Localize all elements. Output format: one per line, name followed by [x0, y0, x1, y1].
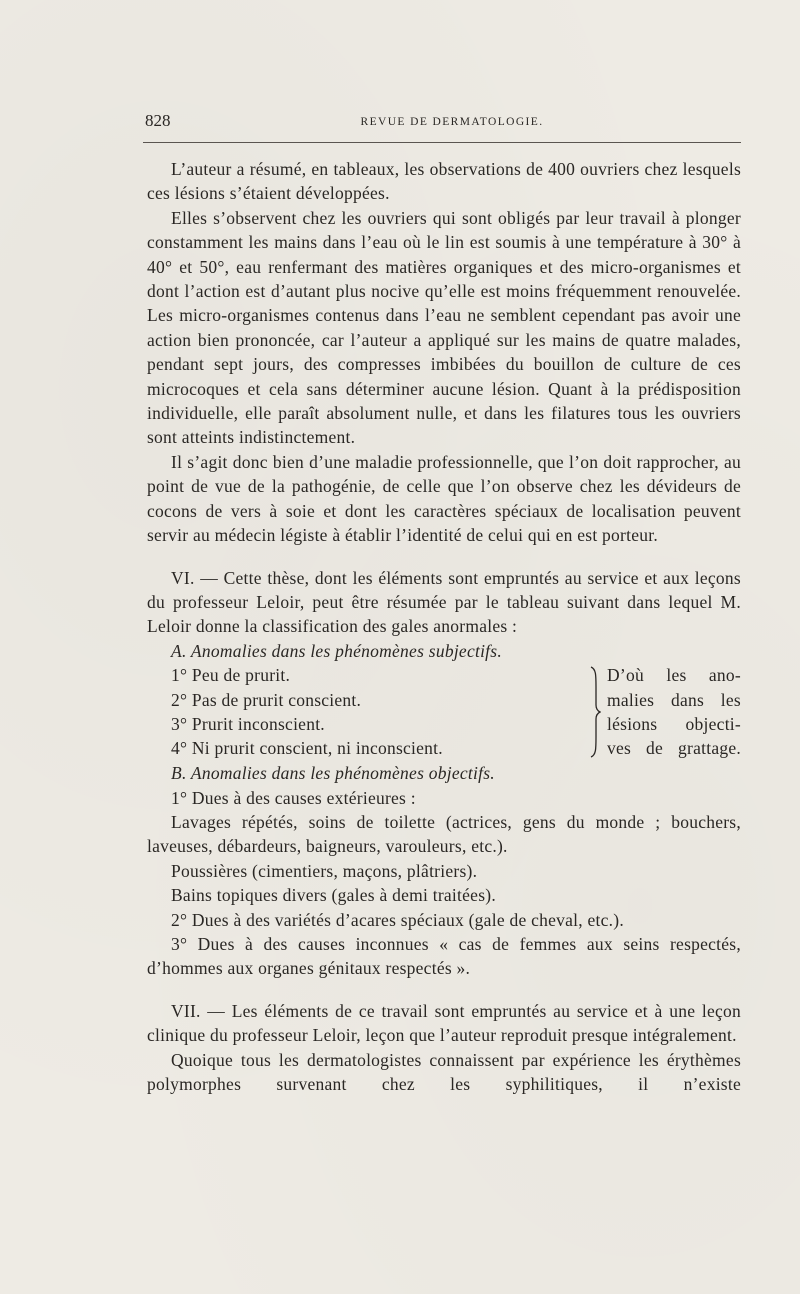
section-b-item-3: 3° Dues à des causes inconnues « cas de femmes aux seins respectés, d’hommes aux organes génitaux respectés ».	[147, 933, 741, 979]
section-b-item-1b: Poussières (cimentiers, maçons, plâtriers).	[171, 860, 478, 881]
brace-icon	[589, 665, 601, 759]
list-a-item-3: 3° Prurit inconscient.	[171, 713, 325, 734]
paragraph-4: VI. — Cette thèse, dont les éléments sont empruntés au service et aux leçons du professeur Leloir, peut être résumée par le tableau suivant dans lequel M. Leloir donne la classification des gales anormales :	[147, 567, 741, 637]
section-a-heading: A. Anomalies dans les phénomènes subjectifs.	[171, 640, 502, 661]
section-b-heading: B. Anomalies dans les phénomènes objectifs.	[171, 763, 495, 784]
section-gap	[147, 548, 741, 566]
list-a-block	[147, 663, 741, 761]
section-b-item-1c: Bains topiques divers (gales à demi traitées).	[171, 885, 496, 906]
paragraph-5: VII. — Les éléments de ce travail sont empruntés au service et à une leçon clinique du professeur Leloir, leçon que l’auteur reproduit presque intégralement.	[147, 1000, 741, 1046]
list-a-item-1: 1° Peu de prurit.	[171, 665, 291, 686]
paragraph-1: L’auteur a résumé, en tableaux, les observations de 400 ouvriers chez lesquels ces lésions s’étaient développées.	[147, 159, 741, 204]
header-rule	[143, 142, 741, 143]
page-header	[143, 108, 741, 132]
section-gap-2	[147, 981, 741, 999]
running-title: REVUE DE DERMATOLOGIE.	[360, 116, 544, 128]
body-text	[147, 157, 741, 1096]
list-a-note-line-3: lésions objecti-	[607, 713, 741, 734]
section-b-item-1: 1° Dues à des causes extérieures :	[171, 787, 416, 808]
paragraph-6: Quoique tous les dermatologistes connaissent par expérience les érythèmes polymorphes survenant chez les syphilitiques, il n’existe	[147, 1049, 741, 1094]
list-a-item-2: 2° Pas de prurit conscient.	[171, 689, 362, 710]
list-a-note-line-1: D’où les ano-	[607, 665, 741, 686]
section-b-item-2: 2° Dues à des variétés d’acares spéciaux (gale de cheval, etc.).	[171, 909, 624, 930]
list-a-item-4: 4° Ni prurit conscient, ni inconscient.	[171, 738, 443, 759]
list-a-note	[607, 663, 741, 761]
list-a-note-line-2: malies dans les	[607, 689, 741, 710]
paragraph-3: Il s’agit donc bien d’une maladie professionnelle, que l’on doit rapprocher, au point de vue de la pathogénie, de celle que l’on observe chez les dévideurs de cocons de vers à soie et dont les caractères spéciaux de localisation peuvent servir au médecin légiste à établir l’identité de celui qui en est porteur.	[147, 451, 741, 546]
paragraph-2: Elles s’observent chez les ouvriers qui sont obligés par leur travail à plonger constamment les mains dans l’eau où le lin est soumis à une température à 30° à 40° et 50°, eau renfermant des matières organiques et des micro-organismes et dont l’action est d’autant plus nocive qu’elle est moins fréquemment renouvelée. Les micro-organismes contenus dans l’eau ne semblent cependant pas avoir une action bien prononcée, car l’auteur a appliqué sur les mains de quatre malades, pendant sept jours, des compresses imbibées du bouillon de culture de ces microcoques et cela sans déterminer aucune lésion. Quant à la prédisposition individuelle, elle paraît absolument nulle, et dans les filatures tous les ouvriers sont atteints indistinctement.	[147, 207, 741, 448]
section-b-item-1a: Lavages répétés, soins de toilette (actrices, gens du monde ; bouchers, laveuses, débardeurs, baigneurs, varouleurs, etc.).	[147, 811, 741, 857]
list-a	[171, 663, 571, 761]
list-a-note-line-4: ves de grattage.	[607, 738, 741, 759]
page-number: 828	[145, 111, 171, 130]
